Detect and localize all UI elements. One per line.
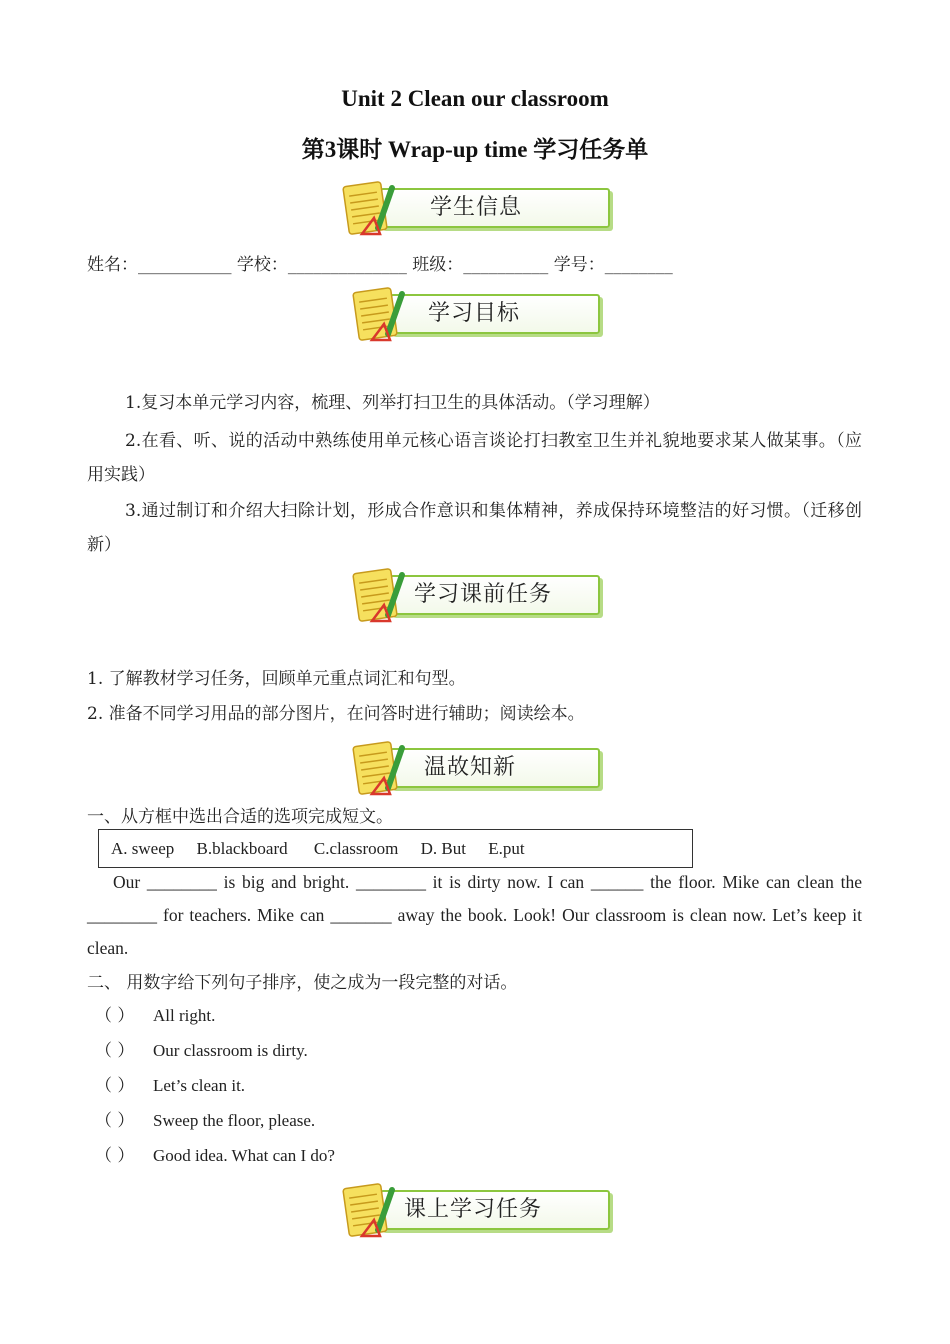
order-item	[95, 1071, 245, 1101]
notepad-pencil-icon	[350, 740, 420, 800]
student-info-line: 姓名：___________ 学校：______________ 班级：__________ 学号：________	[87, 255, 673, 275]
banner-goals	[350, 286, 602, 338]
order-blank[interactable]: （ ）	[95, 1111, 135, 1131]
banner-student-info	[340, 180, 612, 232]
order-item	[95, 1106, 315, 1136]
goal-item: 3.通过制订和介绍大扫除计划，形成合作意识和集体精神，养成保持环境整洁的好习惯。（迁移创新）	[87, 501, 862, 555]
order-item	[95, 1001, 215, 1031]
banner-label: 温故知新	[424, 755, 517, 780]
option: A. sweep	[111, 839, 175, 858]
section1-heading: 一、从方框中选出合适的选项完成短文。	[87, 807, 393, 827]
banner-label: 学习目标	[428, 301, 521, 326]
page-subtitle: 第3课时 Wrap-up time 学习任务单	[301, 137, 649, 162]
notepad-pencil-icon	[350, 286, 420, 346]
banner-label: 学习课前任务	[414, 582, 553, 607]
banner-in-class	[340, 1182, 612, 1234]
banner-label: 学生信息	[430, 195, 523, 220]
order-item	[95, 1141, 335, 1171]
option: C.classroom	[313, 839, 399, 858]
section2-heading: 二、 用数字给下列句子排序，使之成为一段完整的对话。	[87, 973, 518, 993]
order-item-text: All right.	[153, 1006, 216, 1025]
option: E.put	[488, 839, 525, 858]
cloze-passage: Our ________ is big and bright. ________ it is dirty now. I can ______ the floor. Mike can clean the ________ for teachers. Mike can _______ away the book. Look! Our classroom is clean now. Let’s keep it clean.	[87, 872, 862, 958]
option: B.blackboard	[196, 839, 288, 858]
pre-task-item: 1. 了解教材学习任务，回顾单元重点词汇和句型。	[87, 669, 466, 689]
option: D. But	[420, 839, 466, 858]
order-blank[interactable]: （ ）	[95, 1076, 135, 1096]
notepad-pencil-icon	[340, 180, 410, 240]
banner-pre-tasks	[350, 567, 602, 619]
banner-review	[350, 740, 602, 792]
banner-label: 课上学习任务	[404, 1197, 543, 1222]
order-item	[95, 1036, 308, 1066]
order-item-text: Good idea. What can I do?	[153, 1146, 335, 1165]
order-item-text: Sweep the floor, please.	[153, 1111, 316, 1130]
notepad-pencil-icon	[350, 567, 420, 627]
order-item-text: Our classroom is dirty.	[153, 1041, 308, 1060]
order-item-text: Let’s clean it.	[153, 1076, 246, 1095]
pre-task-item: 2. 准备不同学习用品的部分图片，在问答时进行辅助；阅读绘本。	[87, 704, 585, 724]
notepad-pencil-icon	[340, 1182, 410, 1242]
order-blank[interactable]: （ ）	[95, 1006, 135, 1026]
order-blank[interactable]: （ ）	[95, 1041, 135, 1061]
goal-item: 1.复习本单元学习内容，梳理、列举打扫卫生的具体活动。（学习理解）	[125, 393, 660, 413]
goal-item: 2.在看、听、说的活动中熟练使用单元核心语言谈论打扫教室卫生并礼貌地要求某人做某事。（应用实践）	[87, 431, 862, 485]
page-title: Unit 2 Clean our classroom	[341, 86, 609, 111]
options-box	[98, 829, 693, 868]
order-blank[interactable]: （ ）	[95, 1146, 135, 1166]
